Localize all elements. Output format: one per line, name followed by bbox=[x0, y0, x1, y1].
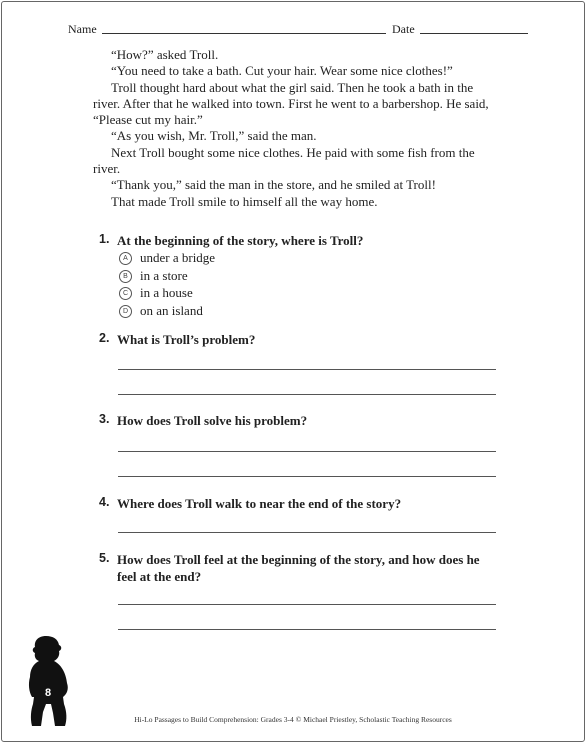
story-paragraph: “How?” asked Troll. bbox=[111, 47, 219, 62]
story-paragraph: Troll thought hard about what the girl said. Then he took a bath in the river. After that he walked into town. First he went to a barbershop. He said, “Please cut my hair.” bbox=[93, 79, 489, 128]
option-bubble[interactable]: A bbox=[119, 252, 132, 265]
answer-line[interactable] bbox=[118, 629, 496, 630]
question-5 bbox=[99, 551, 499, 585]
option-bubble[interactable]: B bbox=[119, 270, 132, 283]
option-text: on an island bbox=[140, 302, 203, 318]
option-text: under a bridge bbox=[140, 250, 216, 265]
answer-line[interactable] bbox=[118, 451, 496, 452]
question-4 bbox=[99, 495, 499, 512]
question-number: 2. bbox=[99, 331, 110, 345]
answer-line[interactable] bbox=[118, 532, 496, 533]
header bbox=[68, 22, 524, 40]
answer-line[interactable] bbox=[118, 604, 496, 605]
question-number: 4. bbox=[99, 495, 110, 509]
question-2 bbox=[99, 331, 499, 348]
option-text: in a store bbox=[140, 267, 188, 283]
story-passage bbox=[93, 47, 493, 210]
question-3 bbox=[99, 412, 499, 429]
story-paragraph: “Thank you,” said the man in the store, and he smiled at Troll! bbox=[111, 177, 436, 193]
option-text: in a house bbox=[140, 285, 193, 300]
question-1 bbox=[99, 232, 499, 249]
question-text: How does Troll feel at the beginning of the story, and how does he feel at the end? bbox=[117, 552, 480, 584]
question-text: At the beginning of the story, where is Troll? bbox=[117, 233, 364, 248]
name-field-line[interactable] bbox=[102, 33, 386, 34]
question-number: 1. bbox=[99, 232, 110, 246]
story-paragraph: “You need to take a bath. Cut your hair. Wear some nice clothes!” bbox=[111, 63, 453, 79]
answer-line[interactable] bbox=[118, 476, 496, 477]
option-bubble[interactable]: D bbox=[119, 305, 132, 318]
story-paragraph: Next Troll bought some nice clothes. He paid with some fish from the river. bbox=[93, 144, 475, 177]
troll-silhouette-icon bbox=[24, 634, 74, 728]
question-number: 3. bbox=[99, 412, 110, 426]
footer-credit: Hi-Lo Passages to Build Comprehension: Grades 3-4 © Michael Priestley, Scholastic Teaching Resources bbox=[134, 715, 452, 724]
story-paragraph: “As you wish, Mr. Troll,” said the man. bbox=[111, 128, 317, 144]
page-number: 8 bbox=[44, 687, 52, 699]
question-text: What is Troll’s problem? bbox=[117, 332, 256, 347]
answer-line[interactable] bbox=[118, 394, 496, 395]
question-text: How does Troll solve his problem? bbox=[117, 413, 308, 428]
date-label: Date bbox=[392, 22, 415, 36]
date-field-line[interactable] bbox=[420, 33, 528, 34]
worksheet-page bbox=[1, 1, 585, 742]
name-label: Name bbox=[68, 22, 97, 36]
question-text: Where does Troll walk to near the end of the story? bbox=[117, 496, 402, 511]
option-bubble[interactable]: C bbox=[119, 287, 132, 300]
story-paragraph: That made Troll smile to himself all the way home. bbox=[111, 193, 378, 209]
answer-line[interactable] bbox=[118, 369, 496, 370]
question-number: 5. bbox=[99, 551, 110, 565]
